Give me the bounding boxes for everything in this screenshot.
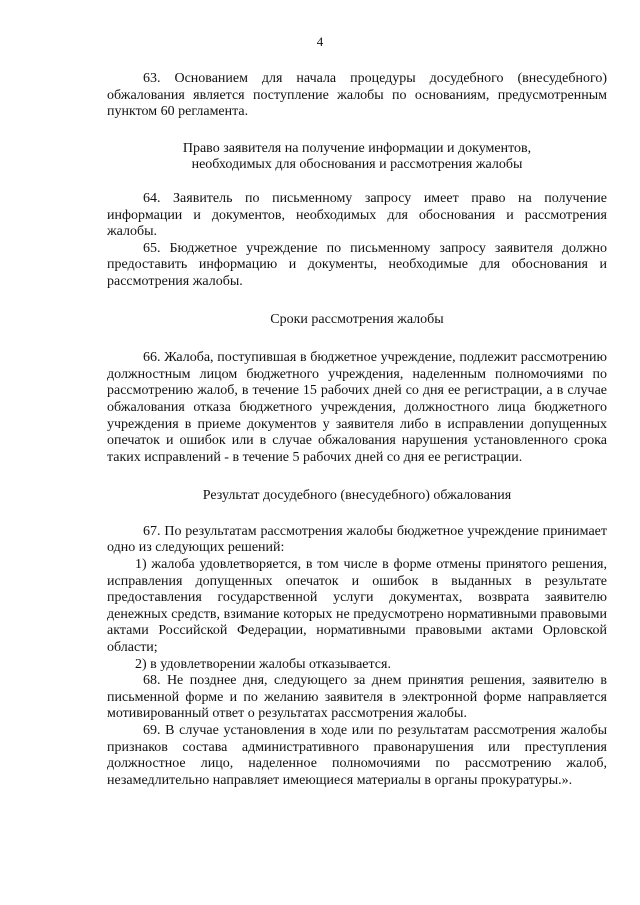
heading-right-to-information-line1: Право заявителя на получение информации и документов, xyxy=(182,140,532,156)
paragraph-63: 63. Основанием для начала процедуры досудебного (внесудебного) обжалования является поступление жалобы по основаниям, предусмотренным пунктом 60 регламента. xyxy=(107,71,607,120)
document-body xyxy=(107,71,607,789)
paragraph-65: 65. Бюджетное учреждение по письменному запросу заявителя должно предоставить информацию и документы, необходимые для обоснования и рассмотрения жалобы. xyxy=(107,240,607,289)
paragraph-67-item-2: 2) в удовлетворении жалобы отказывается. xyxy=(135,656,391,672)
paragraph-66: 66. Жалоба, поступившая в бюджетное учреждение, подлежит рассмотрению должностным лицом бюджетного учреждения, наделенным полномочиями по рассмотрению жалоб, в течение 15 рабочих дней со дня ее регистрации, а в случае обжалования отказа бюджетного учреждения, должностного лица бюджетного учреждения в приеме документов у заявителя либо в исправлении допущенных опечаток и ошибок или в случае обжалования нарушения установленного срока таких исправлений - в течение 5 рабочих дней со дня ее регистрации. xyxy=(107,350,607,465)
paragraph-69: 69. В случае установления в ходе или по результатам рассмотрения жалобы признаков состава административного правонарушения или преступления должностное лицо, наделенное полномочиями по рассмотрению жалоб, незамедлительно направляет имеющиеся материалы в органы прокуратуры.». xyxy=(107,723,607,788)
paragraph-68: 68. Не позднее дня, следующего за днем принятия решения, заявителю в письменной форме и по желанию заявителя в электронной форме направляется мотивированный ответ о результатах рассмотрения жалобы. xyxy=(107,673,607,722)
heading-review-terms: Сроки рассмотрения жалобы xyxy=(270,311,444,327)
paragraph-64: 64. Заявитель по письменному запросу имеет право на получение информации и документов, необходимых для обоснования и рассмотрения жалобы. xyxy=(107,190,607,240)
page-number: 4 xyxy=(316,34,324,49)
heading-right-to-information-line2: необходимых для обоснования и рассмотрения жалобы xyxy=(191,157,523,173)
heading-appeal-result: Результат досудебного (внесудебного) обжалования xyxy=(202,488,512,504)
paragraph-67: 67. По результатам рассмотрения жалобы бюджетное учреждение принимает одно из следующих решений: xyxy=(107,523,607,556)
paragraph-67-item-1: 1) жалоба удовлетворяется, в том числе в форме отмены принятого решения, исправления допущенных опечаток и ошибок в выданных в результате предоставления государственной услуги документах, возврата заявителю денежных средств, взимание которых не предусмотрено нормативными правовыми актами Российской Федерации, нормативными правовыми актами Орловской области; xyxy=(107,557,607,656)
